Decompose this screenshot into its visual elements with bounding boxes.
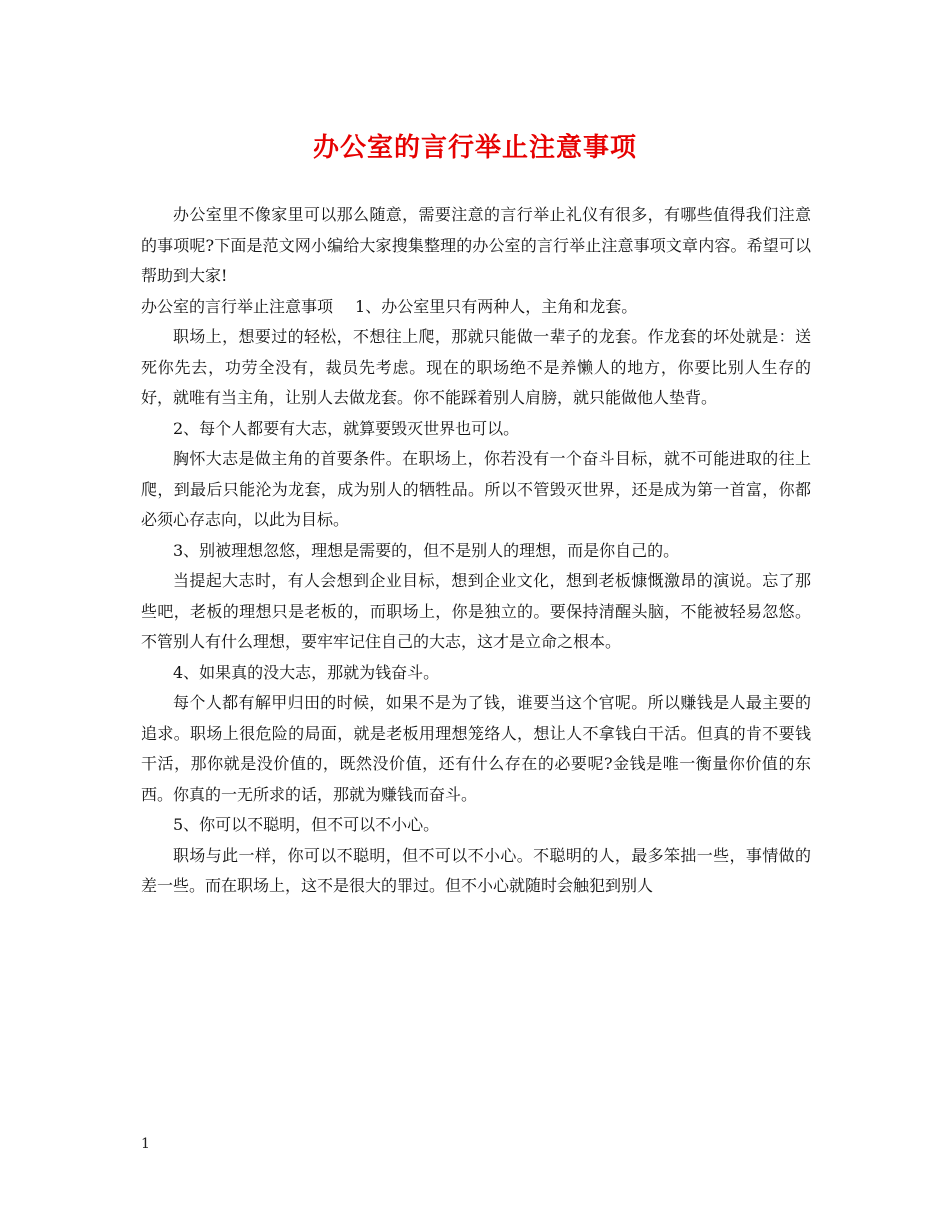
page-title: 办公室的言行举止注意事项: [312, 133, 637, 163]
document-body: [141, 200, 811, 902]
page-number: 1: [141, 1136, 150, 1152]
heading-line: [141, 292, 811, 323]
paragraph-1: 职场上，想要过的轻松，不想往上爬，那就只能做一辈子的龙套。作龙套的坏处就是：送死你先去，功劳全没有，裁员先考虑。现在的职场绝不是养懒人的地方，你要比别人生存的好，就唯有当主角，让别人去做龙套。你不能踩着别人肩膀，就只能做他人垫背。: [141, 327, 811, 407]
paragraph-9: 职场与此一样，你可以不聪明，但不可以不小心。不聪明的人，最多笨拙一些，事情做的差一些。而在职场上，这不是很大的罪过。但不小心就随时会触犯到别人: [141, 845, 811, 895]
paragraph-4: 3、别被理想忽悠，理想是需要的，但不是别人的理想，而是你自己的。: [173, 540, 680, 560]
intro-paragraph: 办公室里不像家里可以那么随意，需要注意的言行举止礼仪有很多，有哪些值得我们注意的事项呢?下面是范文网小编给大家搜集整理的办公室的言行举止注意事项文章内容。希望可以帮助到大家!: [141, 205, 811, 285]
paragraph-2: 2、每个人都要有大志，就算要毁灭世界也可以。: [173, 418, 520, 438]
heading-point: 1、办公室里只有两种人，主角和龙套。: [355, 296, 638, 316]
paragraph-6: 4、如果真的没大志，那就为钱奋斗。: [173, 662, 440, 682]
paragraph-5: 当提起大志时，有人会想到企业目标，想到企业文化，想到老板慷慨激昂的演说。忘了那些吧，老板的理想只是老板的，而职场上，你是独立的。要保持清醒头脑，不能被轻易忽悠。不管别人有什么理想，要牢牢记住自己的大志，这才是立命之根本。: [141, 571, 811, 651]
paragraph-3: 胸怀大志是做主角的首要条件。在职场上，你若没有一个奋斗目标，就不可能进取的往上爬，到最后只能沦为龙套，成为别人的牺牲品。所以不管毁灭世界，还是成为第一首富，你都必须心存志向，以此为目标。: [141, 449, 811, 529]
heading-label: 办公室的言行举止注意事项: [141, 296, 334, 316]
paragraph-8: 5、你可以不聪明，但不可以不小心。: [173, 815, 440, 834]
paragraph-7: 每个人都有解甲归田的时候，如果不是为了钱，谁要当这个官呢。所以赚钱是人最主要的追求。职场上很危险的局面，就是老板用理想笼络人，想让人不拿钱白干活。但真的肯不要钱干活，那你就是没价值的，既然没价值，还有什么存在的必要呢?金钱是唯一衡量你价值的东西。你真的一无所求的话，那就为赚钱而奋斗。: [141, 693, 811, 804]
